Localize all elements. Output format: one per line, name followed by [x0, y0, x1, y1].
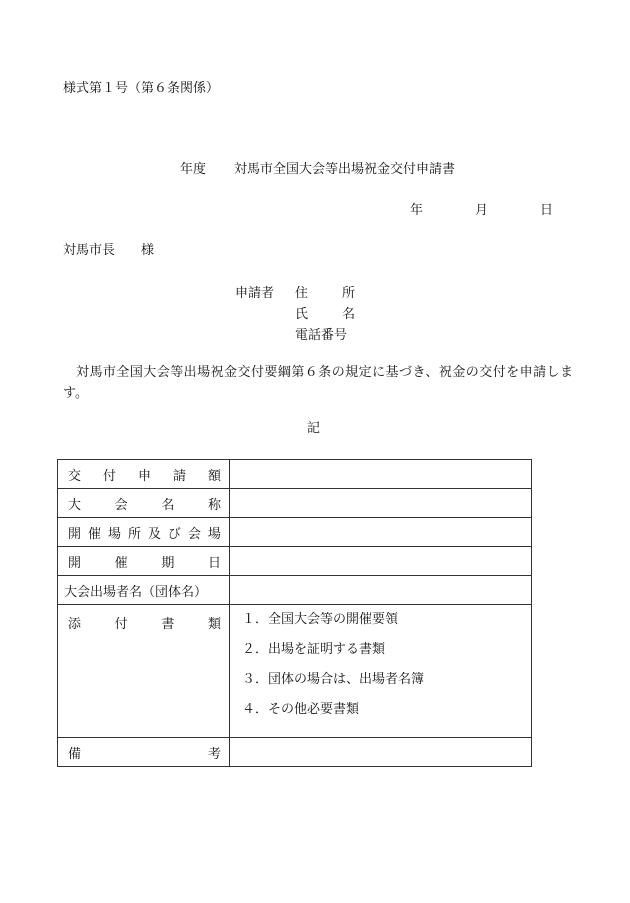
label-char: 備	[68, 746, 82, 762]
label-char: び	[167, 526, 181, 542]
applicant-heading: 申請者	[235, 286, 275, 301]
label-char: 称	[207, 497, 221, 513]
applicant-name-label	[295, 304, 355, 325]
date-line	[410, 204, 553, 217]
label-text: 大会出場者名（団体名）	[64, 584, 208, 600]
label-char: 会	[114, 497, 128, 513]
value-amount[interactable]	[230, 460, 532, 489]
label-char: 申	[137, 468, 151, 484]
label-char: 期	[161, 555, 175, 571]
applicant-phone-label: 電話番号	[295, 328, 348, 343]
label-char: 日	[207, 555, 221, 571]
label-char: 付	[102, 468, 116, 484]
addressee-name: 対馬市長	[63, 243, 116, 258]
label-char: 開	[68, 526, 82, 542]
list-item: ２．出場を証明する書類	[242, 642, 386, 657]
addressee-honorific: 様	[141, 243, 155, 258]
label-char: 氏	[295, 307, 309, 322]
table-row	[58, 460, 532, 489]
list-item: ４．その他必要書類	[242, 702, 360, 717]
label-char: 場	[207, 526, 221, 542]
label-char: 書	[161, 617, 175, 632]
label-char: 交	[68, 468, 82, 484]
label-dates	[58, 547, 230, 576]
addressee	[63, 244, 154, 257]
attachment-list	[230, 605, 531, 737]
applicant-block	[235, 283, 355, 346]
label-char: 添	[68, 617, 82, 632]
label-char: 付	[114, 617, 128, 632]
value-participant[interactable]	[230, 576, 532, 605]
title-year-label: 年度	[180, 162, 207, 177]
list-item: ３．団体の場合は、出場者名簿	[242, 672, 425, 687]
ki-heading: 記	[307, 421, 321, 436]
label-amount	[58, 460, 230, 489]
table-row	[58, 738, 532, 767]
label-char: 類	[207, 617, 221, 632]
value-attachments	[230, 605, 532, 738]
applicant-address-label	[295, 283, 355, 304]
application-table	[57, 459, 532, 767]
label-char: 額	[207, 468, 221, 484]
label-char: 会	[187, 526, 201, 542]
value-venue[interactable]	[230, 518, 532, 547]
label-venue	[58, 518, 230, 547]
body-text: 対馬市全国大会等出場祝金交付要綱第６条の規定に基づき、祝金の交付を申請します。	[63, 365, 573, 401]
label-char: 名	[161, 497, 175, 513]
label-char: 所	[127, 526, 141, 542]
label-char: 場	[107, 526, 121, 542]
label-char: 住	[295, 286, 309, 301]
label-char: 及	[147, 526, 161, 542]
document-title	[180, 163, 455, 176]
label-char: 考	[207, 746, 221, 762]
table-row	[58, 576, 532, 605]
label-attachments	[58, 605, 230, 738]
date-day-label: 日	[539, 203, 553, 218]
label-char: 開	[68, 555, 82, 571]
date-month-label: 月	[474, 203, 488, 218]
label-participant	[58, 576, 230, 605]
label-event-name	[58, 489, 230, 518]
value-remarks[interactable]	[230, 738, 532, 767]
list-item: １．全国大会等の開催要領	[242, 612, 399, 627]
label-char: 大	[68, 497, 82, 513]
value-dates[interactable]	[230, 547, 532, 576]
label-char: 名	[341, 307, 355, 322]
label-char: 催	[114, 555, 128, 571]
label-char: 所	[341, 286, 355, 301]
label-char: 請	[172, 468, 186, 484]
table-row	[58, 605, 532, 738]
form-number: 様式第１号（第６条関係）	[63, 81, 220, 96]
value-event-name[interactable]	[230, 489, 532, 518]
title-main: 対馬市全国大会等出場祝金交付申請書	[234, 162, 456, 177]
label-remarks	[58, 738, 230, 767]
table-row	[58, 518, 532, 547]
table-row	[58, 547, 532, 576]
date-year-label: 年	[409, 203, 423, 218]
table-row	[58, 489, 532, 518]
label-char: 催	[87, 526, 101, 542]
